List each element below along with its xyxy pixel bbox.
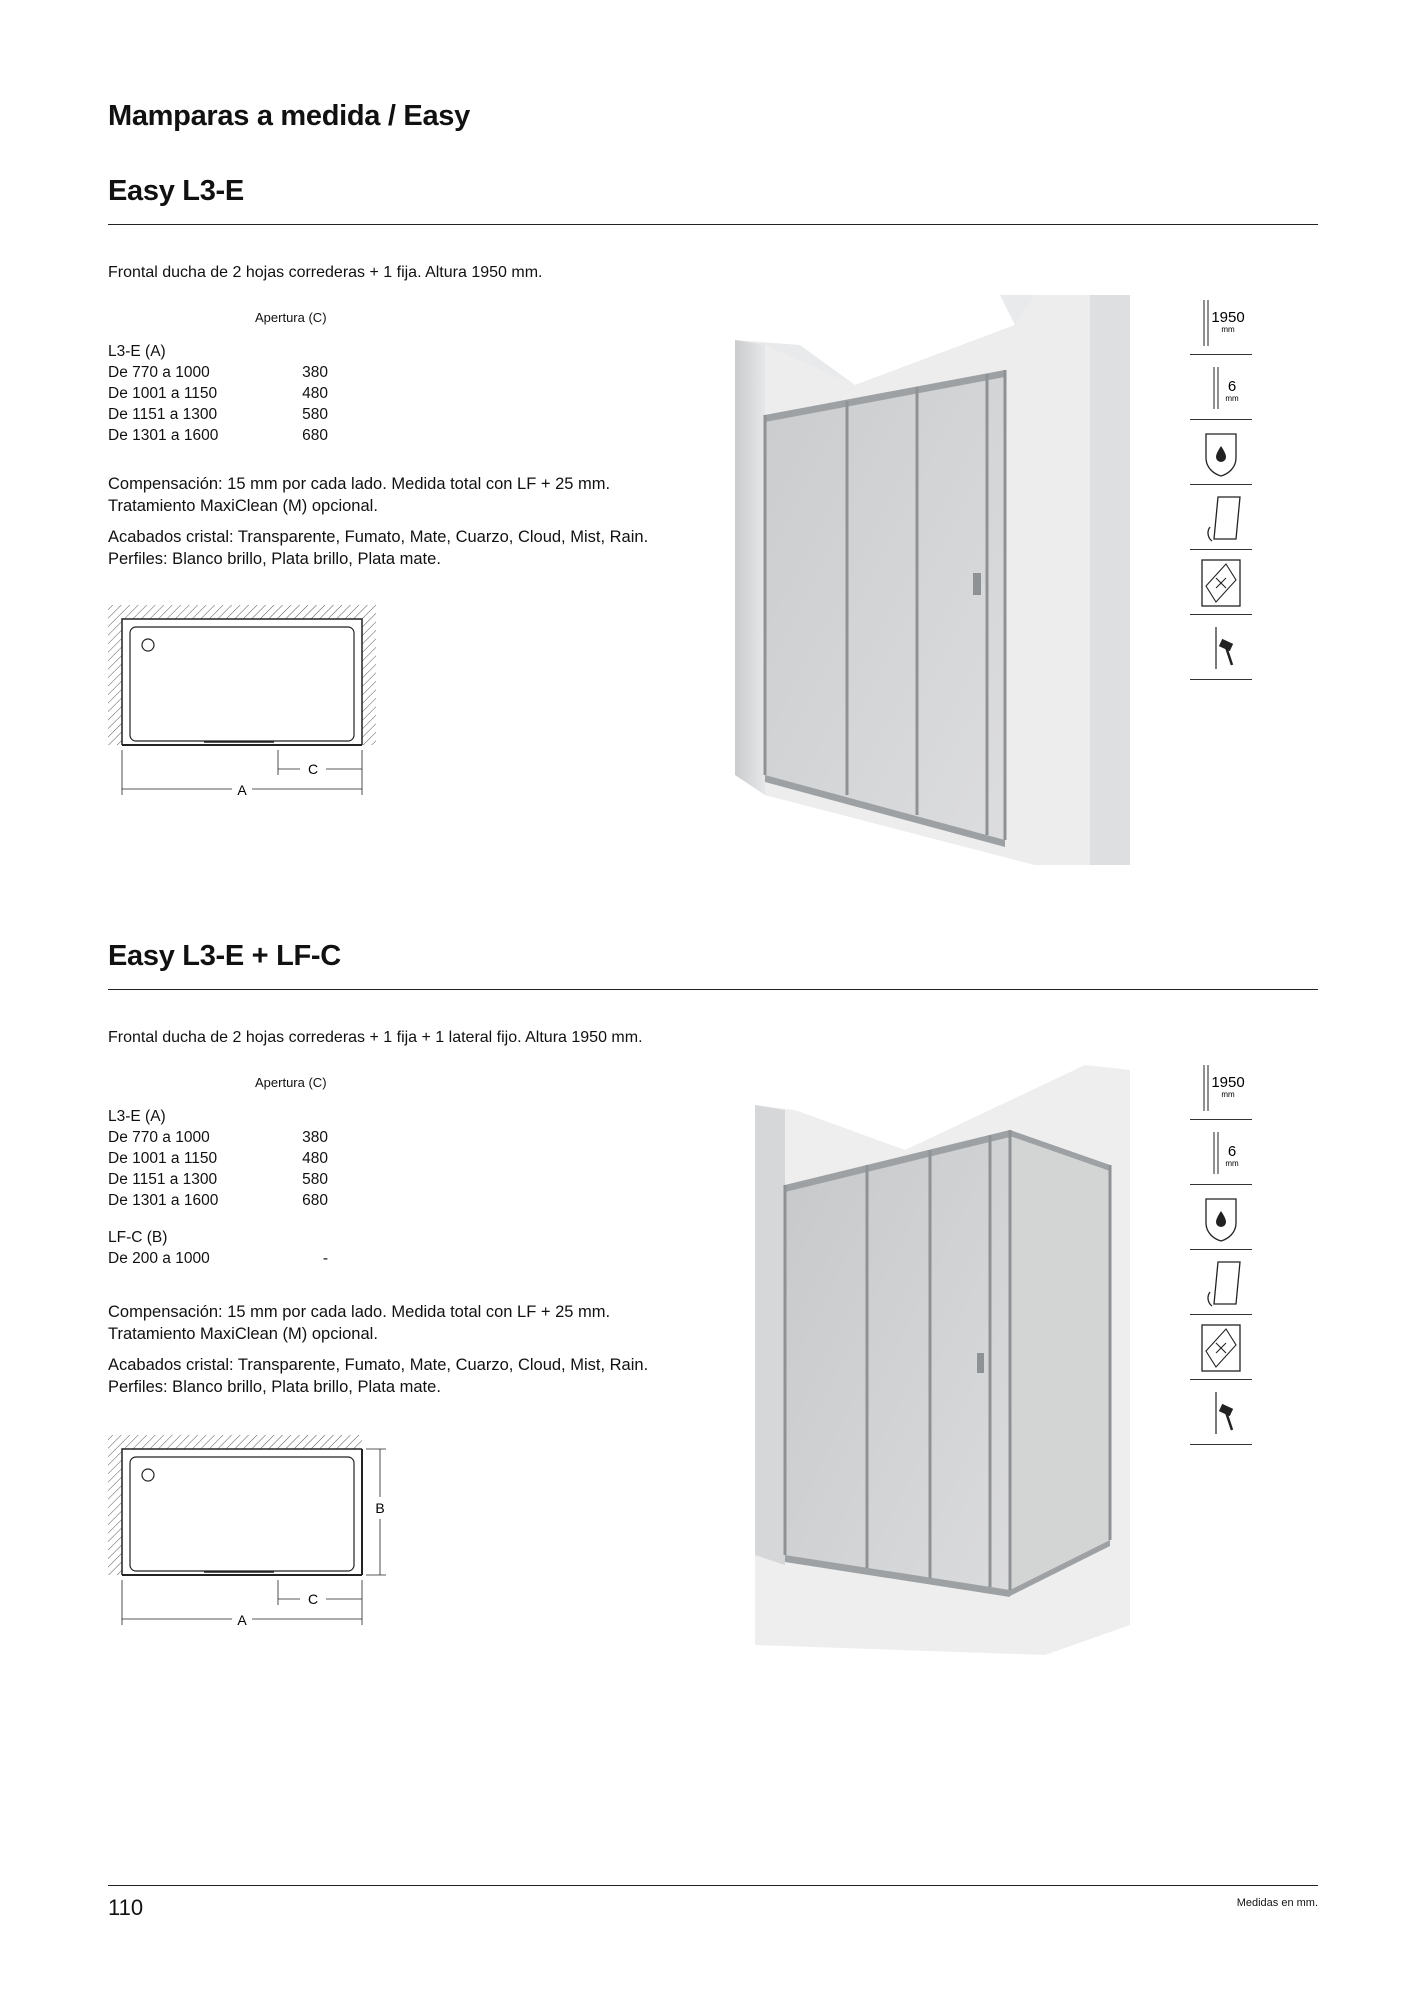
svg-text:mm: mm xyxy=(1225,1159,1239,1168)
table-row xyxy=(108,1127,328,1148)
svg-text:6: 6 xyxy=(1227,378,1237,395)
compensation-note: Compensación: 15 mm por cada lado. Medida total con LF + 25 mm. Tratamiento MaxiClean (M) opcional. xyxy=(108,1303,611,1343)
group-label-row xyxy=(108,1227,328,1248)
finishes-note: Acabados cristal: Transparente, Fumato, Mate, Cuarzo, Cloud, Mist, Rain. Perfiles: Blanco brillo, Plata brillo, Plata mate. xyxy=(108,1356,649,1396)
reversible-icon xyxy=(1190,1250,1252,1315)
section-description: Frontal ducha de 2 hojas correderas + 1 fija. Altura 1950 mm. xyxy=(108,264,543,281)
reversible-icon xyxy=(1190,485,1252,550)
range-cell: De 1001 a 1150 xyxy=(108,385,218,402)
range-cell: De 770 a 1000 xyxy=(108,364,210,381)
dimension-label-c: C xyxy=(307,761,319,777)
maxiclean-drop-icon xyxy=(1190,1185,1252,1250)
product-photo xyxy=(755,1065,1135,1655)
svg-text:mm: mm xyxy=(1225,394,1239,403)
svg-text:1950: 1950 xyxy=(1211,309,1245,326)
value-cell: - xyxy=(322,1250,328,1267)
range-cell: De 1151 a 1300 xyxy=(108,1171,218,1188)
table-row xyxy=(108,383,328,404)
range-cell: De 1301 a 1600 xyxy=(108,427,219,444)
range-cell: De 1301 a 1600 xyxy=(108,1192,219,1209)
floor-plan-diagram xyxy=(104,605,379,800)
group-label-row xyxy=(108,341,328,362)
value-cell: 380 xyxy=(302,1129,328,1146)
finishes-note: Acabados cristal: Transparente, Fumato, Mate, Cuarzo, Cloud, Mist, Rain. Perfiles: Blanco brillo, Plata brillo, Plata mate. xyxy=(108,528,649,568)
value-cell: 680 xyxy=(302,1192,328,1209)
value-cell: 380 xyxy=(302,364,328,381)
range-cell: De 1001 a 1150 xyxy=(108,1150,218,1167)
dimension-label-b: B xyxy=(375,1500,385,1516)
section-divider xyxy=(108,224,1318,225)
product-photo xyxy=(735,295,1145,865)
page-heading: Mamparas a medida / Easy xyxy=(108,100,470,132)
spec-icons xyxy=(1190,1055,1252,1445)
notes xyxy=(108,1302,648,1408)
height-icon xyxy=(1190,290,1252,355)
value-cell: 680 xyxy=(302,427,328,444)
value-cell: 580 xyxy=(302,1171,328,1188)
table-row xyxy=(108,1190,328,1211)
compensation-note: Compensación: 15 mm por cada lado. Medida total con LF + 25 mm. Tratamiento MaxiClean (M) opcional. xyxy=(108,475,611,515)
table-row xyxy=(108,1148,328,1169)
svg-text:mm: mm xyxy=(1221,325,1235,334)
section-title: Easy L3-E xyxy=(108,175,244,207)
spec-icons xyxy=(1190,290,1252,680)
dimension-label-a: A xyxy=(237,782,247,798)
glass-thickness-icon xyxy=(1190,1120,1252,1185)
table-row xyxy=(108,1248,328,1269)
svg-text:mm: mm xyxy=(1221,1090,1235,1099)
glass-thickness-icon xyxy=(1190,355,1252,420)
section-divider xyxy=(108,989,1318,990)
floor-plan-diagram xyxy=(104,1435,394,1635)
range-cell: De 200 a 1000 xyxy=(108,1250,210,1267)
footer-divider xyxy=(108,1885,1318,1886)
notes xyxy=(108,474,648,580)
svg-text:1950: 1950 xyxy=(1211,1074,1245,1091)
range-cell: De 1151 a 1300 xyxy=(108,406,218,423)
dimension-label-a: A xyxy=(237,1612,247,1628)
group-label: L3-E (A) xyxy=(108,1108,166,1125)
value-cell: 480 xyxy=(302,385,328,402)
installation-tool-icon xyxy=(1190,615,1252,680)
height-icon xyxy=(1190,1055,1252,1120)
table-row xyxy=(108,404,328,425)
group-label-row xyxy=(108,1106,328,1127)
dimension-table xyxy=(108,341,328,446)
value-cell: 480 xyxy=(302,1150,328,1167)
dimension-table xyxy=(108,1106,328,1269)
maxiclean-drop-icon xyxy=(1190,420,1252,485)
safety-glass-icon xyxy=(1190,550,1252,615)
section-title: Easy L3-E + LF-C xyxy=(108,940,341,972)
column-header: Apertura (C) xyxy=(255,310,327,325)
group-label: L3-E (A) xyxy=(108,343,166,360)
range-cell: De 770 a 1000 xyxy=(108,1129,210,1146)
svg-text:6: 6 xyxy=(1227,1143,1237,1160)
value-cell: 580 xyxy=(302,406,328,423)
table-row xyxy=(108,1169,328,1190)
table-row xyxy=(108,362,328,383)
dimension-label-c: C xyxy=(307,1591,319,1607)
table-row xyxy=(108,425,328,446)
page-number: 110 xyxy=(108,1895,144,1920)
safety-glass-icon xyxy=(1190,1315,1252,1380)
column-header: Apertura (C) xyxy=(255,1075,327,1090)
section-description: Frontal ducha de 2 hojas correderas + 1 fija + 1 lateral fijo. Altura 1950 mm. xyxy=(108,1029,643,1046)
installation-tool-icon xyxy=(1190,1380,1252,1445)
group-label: LF-C (B) xyxy=(108,1229,168,1246)
footer-note: Medidas en mm. xyxy=(1236,1897,1318,1909)
